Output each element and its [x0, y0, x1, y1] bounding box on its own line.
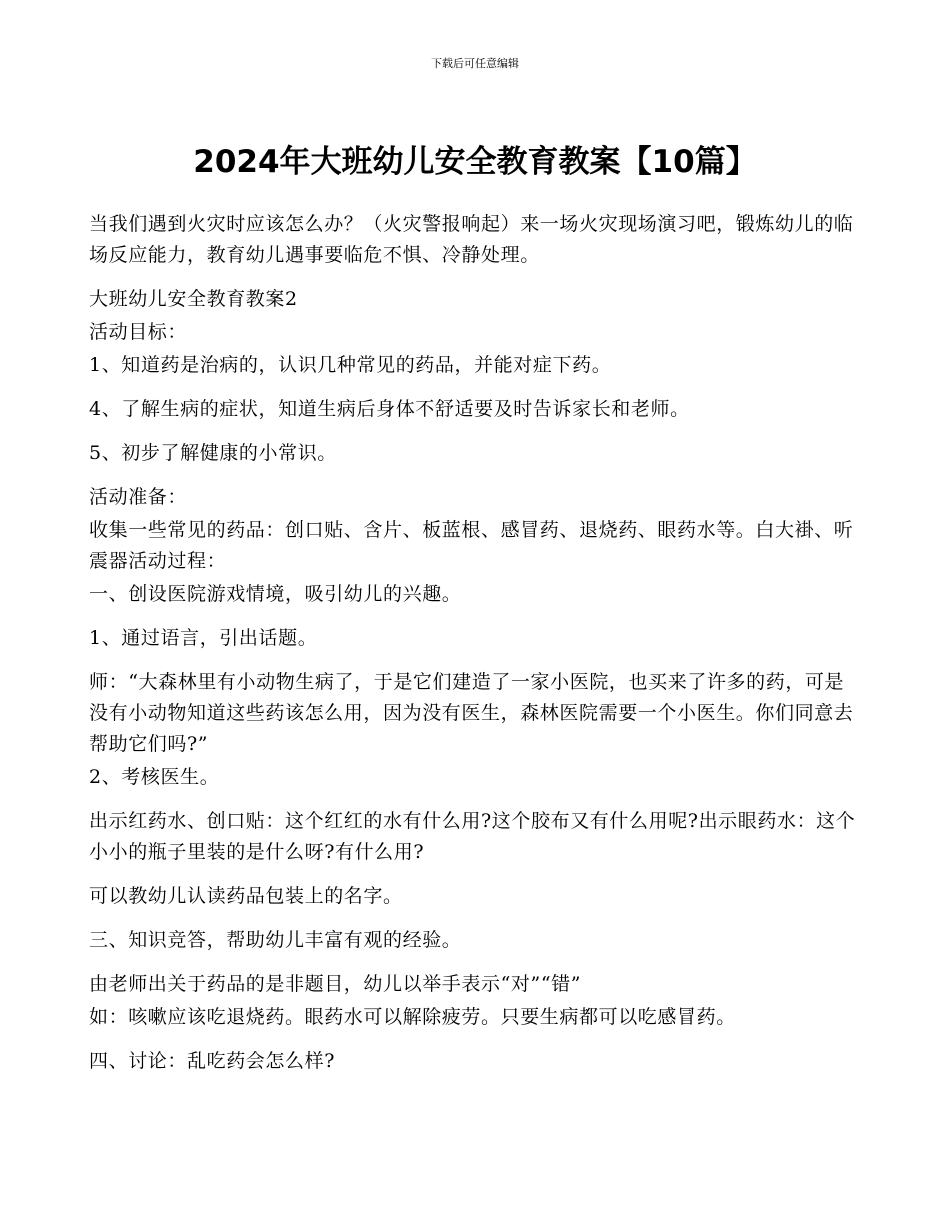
paragraph-step-1-2: 2、考核医生。	[89, 766, 220, 788]
paragraph-step-4: 四、讨论：乱吃药会怎么样?	[89, 1050, 335, 1072]
paragraph-preparation-items: 收集一些常见的药品：创口贴、含片、板蓝根、感冒药、退烧药、眼药水等。白大褂、听震器活动过程：	[89, 519, 854, 572]
document-title: 2024年大班幼儿安全教育教案【10篇】	[193, 144, 757, 180]
paragraph-activity-goals-label: 活动目标：	[89, 321, 188, 343]
paragraph-true-false: 由老师出关于药品的是非题目，幼儿以举手表示“对”“错”	[89, 973, 582, 995]
section-heading-plan-2: 大班幼儿安全教育教案2	[89, 288, 298, 310]
paragraph-step-1-1: 1、通过语言，引出话题。	[89, 627, 318, 649]
paragraph-read-labels: 可以教幼儿认读药品包装上的名字。	[89, 885, 403, 907]
paragraph-goal-4: 4、了解生病的症状，知道生病后身体不舒适要及时告诉家长和老师。	[89, 398, 690, 420]
paragraph-step-3: 三、知识竞答，帮助幼儿丰富有观的经验。	[89, 929, 462, 951]
document-body	[89, 209, 861, 1090]
header-note: 下载后可任意编辑	[431, 57, 519, 70]
paragraph-examples: 如：咳嗽应该吃退烧药。眼药水可以解除疲劳。只要生病都可以吃感冒药。	[89, 1006, 736, 1028]
paragraph-goal-5: 5、初步了解健康的小常识。	[89, 442, 337, 464]
paragraph-fire-drill: 当我们遇到火灾时应该怎么办？（火灾警报响起）来一场火灾现场演习吧，锻炼幼儿的临场反应能力，教育幼儿遇事要临危不惧、冷静处理。	[89, 213, 854, 266]
paragraph-preparation-label: 活动准备：	[89, 486, 188, 508]
paragraph-show-medicine: 出示红药水、创口贴：这个红红的水有什么用?这个胶布又有什么用呢?出示眼药水：这个小小的瓶子里装的是什么呀?有什么用?	[89, 810, 856, 863]
paragraph-step-1: 一、创设医院游戏情境，吸引幼儿的兴趣。	[89, 583, 462, 605]
paragraph-teacher-speech: 师：“大森林里有小动物生病了，于是它们建造了一家小医院，也买来了许多的药，可是没有小动物知道这些药该怎么用，因为没有医生，森林医院需要一个小医生。你们同意去帮助它们吗?”	[89, 671, 854, 755]
paragraph-goal-1: 1、知道药是治病的，认识几种常见的药品，并能对症下药。	[89, 354, 612, 376]
